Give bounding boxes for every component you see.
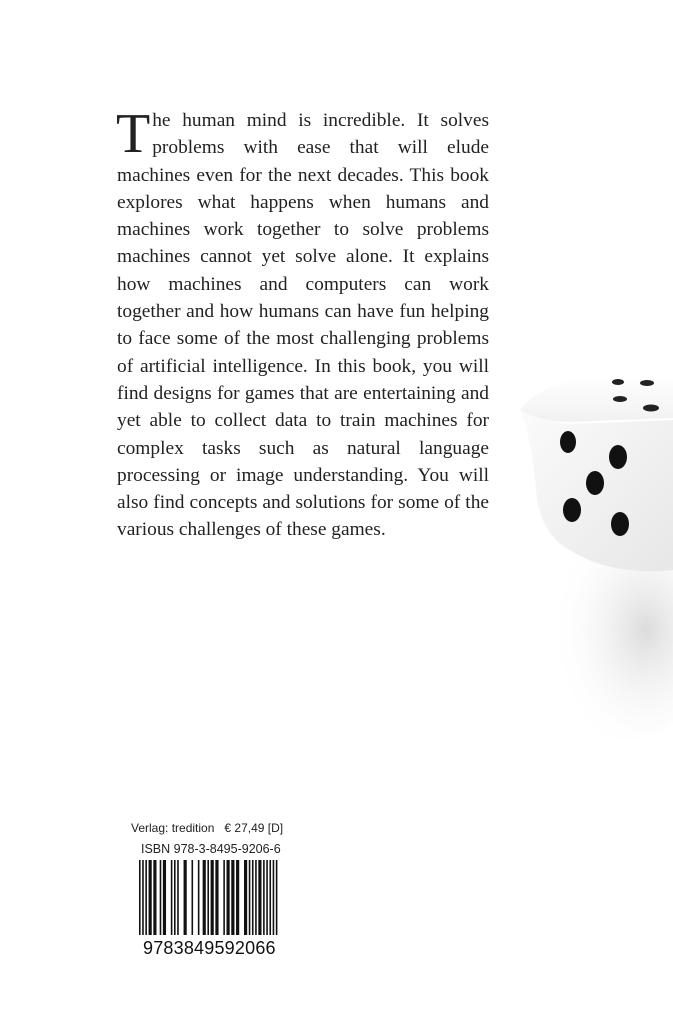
- barcode-bar: [276, 860, 278, 935]
- barcode-bar: [149, 860, 152, 935]
- barcode-bar: [249, 860, 251, 935]
- price: € 27,49 [D]: [224, 821, 284, 835]
- barcode-bar: [236, 860, 239, 935]
- barcode-bar: [244, 860, 247, 935]
- barcode-bar: [223, 860, 225, 935]
- barcode-bar: [177, 860, 179, 935]
- imprint-line: [131, 821, 283, 835]
- barcode-bar: [227, 860, 230, 935]
- barcode-bar: [192, 860, 194, 935]
- barcode-bar: [139, 860, 141, 935]
- barcode-bar: [273, 860, 275, 935]
- drop-cap: T: [116, 103, 151, 165]
- barcode-bar: [174, 860, 176, 935]
- barcode-bar: [207, 860, 209, 935]
- blurb-body: he human mind is incredible. It solves problems with ease that will elude machines even for the next decades. This book explores what happens when humans and machines work together to solve problems machines cannot yet solve alone. It explains how machines and computers can work together and how humans can have fun helping to face some of the most challenging problems of artificial intelligence. In this book, you will find designs for games that are entertaining and yet able to collect data to train machines for complex tasks such as natural language processing or image understanding. You will also find concepts and solutions for some of the various challenges of these games.: [117, 110, 489, 541]
- barcode-bar: [269, 860, 271, 935]
- barcode-bar: [171, 860, 173, 935]
- barcode: [137, 860, 281, 935]
- barcode-bar: [263, 860, 265, 935]
- barcode-bar: [252, 860, 254, 935]
- publisher: Verlag: tredition: [131, 821, 215, 835]
- barcode-number: 9783849592066: [143, 938, 276, 958]
- barcode-bar: [255, 860, 257, 935]
- blurb-text: [116, 103, 489, 544]
- barcode-bar: [145, 860, 147, 935]
- dice-icon: [500, 340, 673, 760]
- barcode-bar: [266, 860, 268, 935]
- barcode-bar: [184, 860, 187, 935]
- barcode-bar: [142, 860, 144, 935]
- barcode-bar: [203, 860, 206, 935]
- barcode-bar: [211, 860, 214, 935]
- barcode-bar: [231, 860, 234, 935]
- barcode-bar: [163, 860, 166, 935]
- barcode-bar: [258, 860, 261, 935]
- barcode-bar: [153, 860, 156, 935]
- barcode-bar: [160, 860, 162, 935]
- barcode-bar: [198, 860, 200, 935]
- isbn: ISBN 978-3-8495-9206-6: [141, 842, 281, 856]
- barcode-bar: [215, 860, 218, 935]
